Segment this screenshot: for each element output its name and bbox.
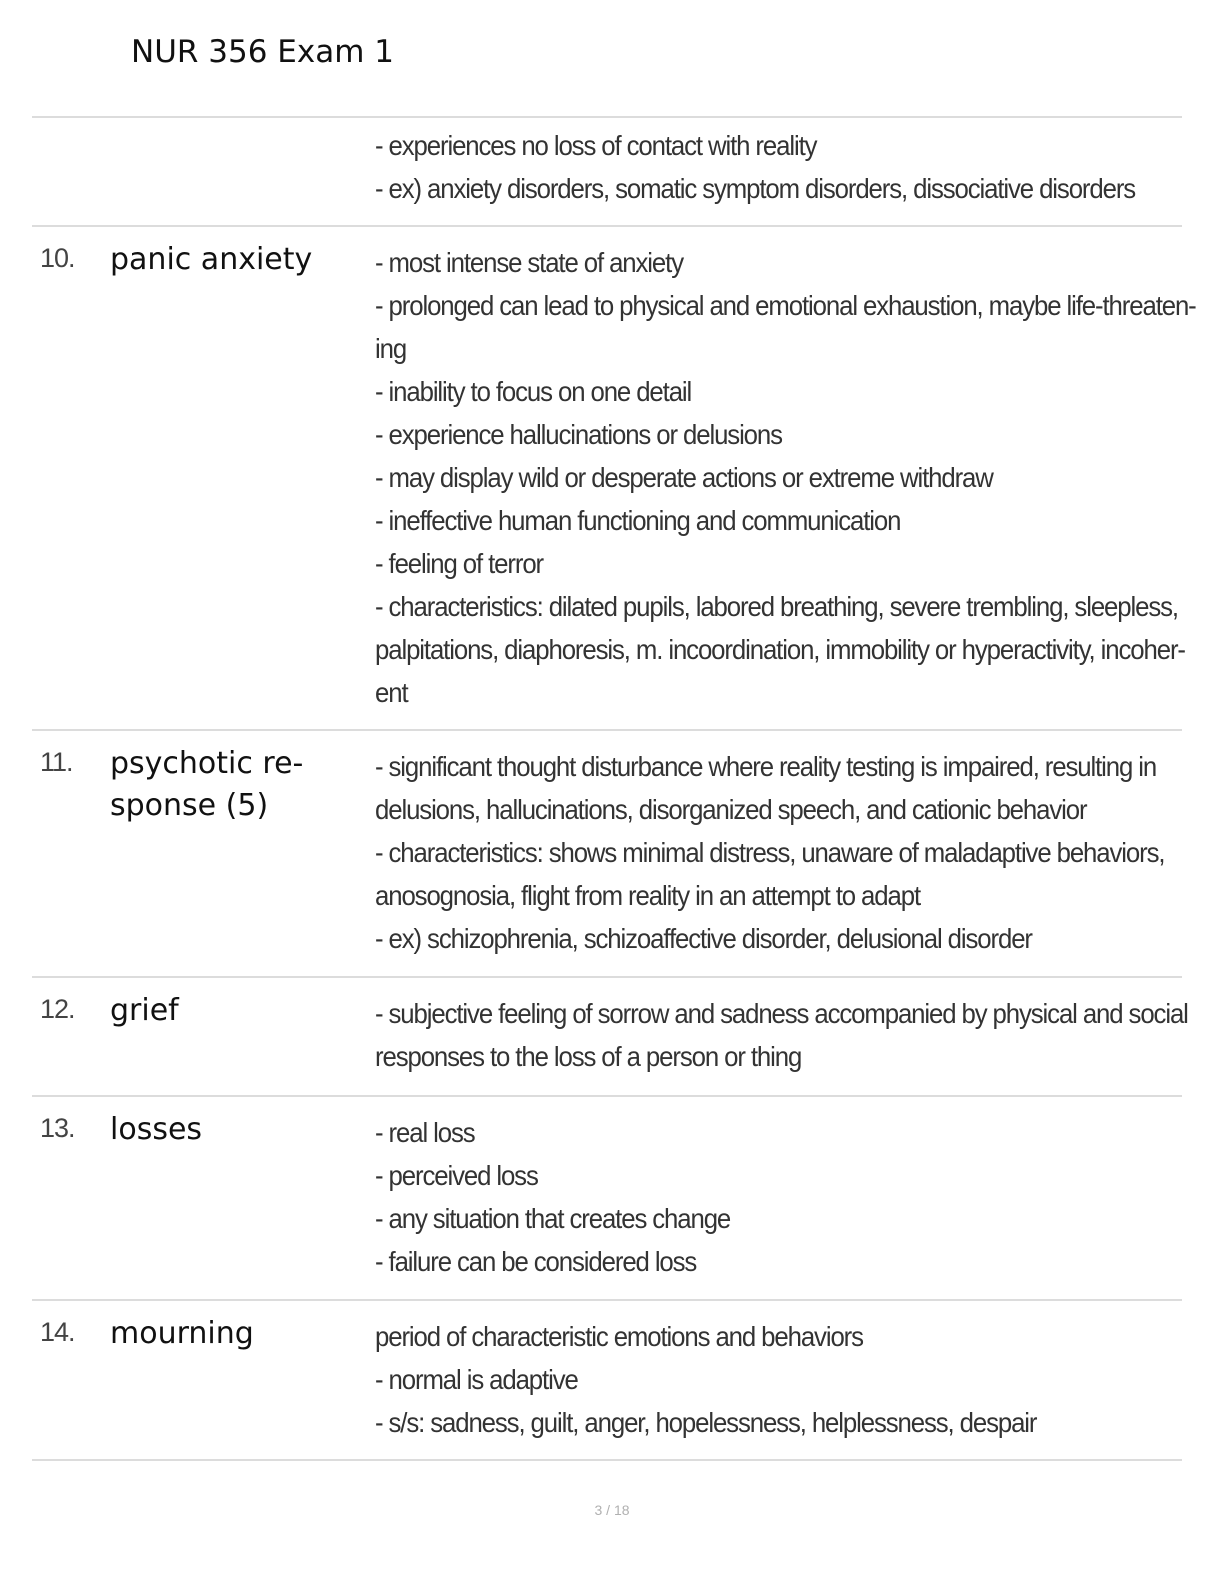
- definition-line: anosognosia, flight from reality in an attempt to adapt: [375, 880, 920, 911]
- definition-line: - s/s: sadness, guilt, anger, hopelessness, helplessness, despair: [375, 1407, 1037, 1438]
- definition-line: period of characteristic emotions and behaviors: [375, 1321, 863, 1352]
- definition-line: ent: [375, 677, 408, 708]
- card-term: psychotic re- sponse (5): [110, 746, 304, 823]
- card-row: [32, 1301, 1182, 1459]
- card-term: grief: [110, 993, 179, 1028]
- definition-line: - may display wild or desperate actions or extreme withdraw: [375, 462, 993, 493]
- page-number: 3 / 18: [594, 1502, 630, 1518]
- definition-line: - ex) schizophrenia, schizoaffective disorder, delusional disorder: [375, 923, 1032, 954]
- card-row: [32, 978, 1188, 1095]
- definition: [375, 1315, 1170, 1444]
- flashcard-table: [32, 116, 1196, 1461]
- card-row: [32, 227, 1196, 729]
- definition-line: - prolonged can lead to physical and emotional exhaustion, maybe life-threaten-: [375, 290, 1196, 321]
- definition-line: - subjective feeling of sorrow and sadness accompanied by physical and social: [375, 998, 1188, 1029]
- definition-line: - inability to focus on one detail: [375, 376, 692, 407]
- definition-line: - experience hallucinations or delusions: [375, 419, 782, 450]
- definition: [375, 124, 1170, 210]
- card-number: 10.: [40, 243, 75, 273]
- card-number: 11.: [40, 747, 73, 777]
- continuation-row: [32, 118, 1182, 225]
- definition-line: - perceived loss: [375, 1160, 538, 1191]
- card-term: mourning: [110, 1316, 254, 1351]
- definition: [375, 1111, 1170, 1283]
- definition-line: - real loss: [375, 1117, 475, 1148]
- definition-line: palpitations, diaphoresis, m. incoordination, immobility or hyperactivity, incoher-: [375, 634, 1185, 665]
- definition-line: - characteristics: shows minimal distress, unaware of maladaptive behaviors,: [375, 837, 1165, 868]
- definition-line: - ex) anxiety disorders, somatic symptom disorders, dissociative disorders: [375, 173, 1136, 204]
- definition-line: - any situation that creates change: [375, 1203, 731, 1234]
- page-title: NUR 356 Exam 1: [131, 34, 395, 70]
- definition-line: - ineffective human functioning and communication: [375, 505, 901, 536]
- definition-line: - normal is adaptive: [375, 1364, 578, 1395]
- definition-line: - failure can be considered loss: [375, 1246, 697, 1277]
- definition: [375, 241, 1196, 714]
- definition: [375, 745, 1170, 960]
- divider: [32, 1459, 1182, 1461]
- definition-line: responses to the loss of a person or thing: [375, 1041, 802, 1072]
- definition-line: - significant thought disturbance where reality testing is impaired, resulting in: [375, 751, 1157, 782]
- card-term: panic anxiety: [110, 242, 313, 277]
- definition-line: - most intense state of anxiety: [375, 247, 683, 278]
- definition-line: - feeling of terror: [375, 548, 544, 579]
- definition-line: - experiences no loss of contact with reality: [375, 130, 817, 161]
- definition: [375, 992, 1188, 1078]
- definition-line: delusions, hallucinations, disorganized speech, and cationic behavior: [375, 794, 1087, 825]
- card-row: [32, 731, 1182, 976]
- card-number: 14.: [40, 1317, 75, 1347]
- card-number: 13.: [40, 1113, 75, 1143]
- card-term: losses: [110, 1112, 203, 1147]
- card-number: 12.: [40, 994, 75, 1024]
- card-row: [32, 1097, 1182, 1299]
- definition-line: - characteristics: dilated pupils, labored breathing, severe trembling, sleepless,: [375, 591, 1178, 622]
- definition-line: ing: [375, 333, 407, 364]
